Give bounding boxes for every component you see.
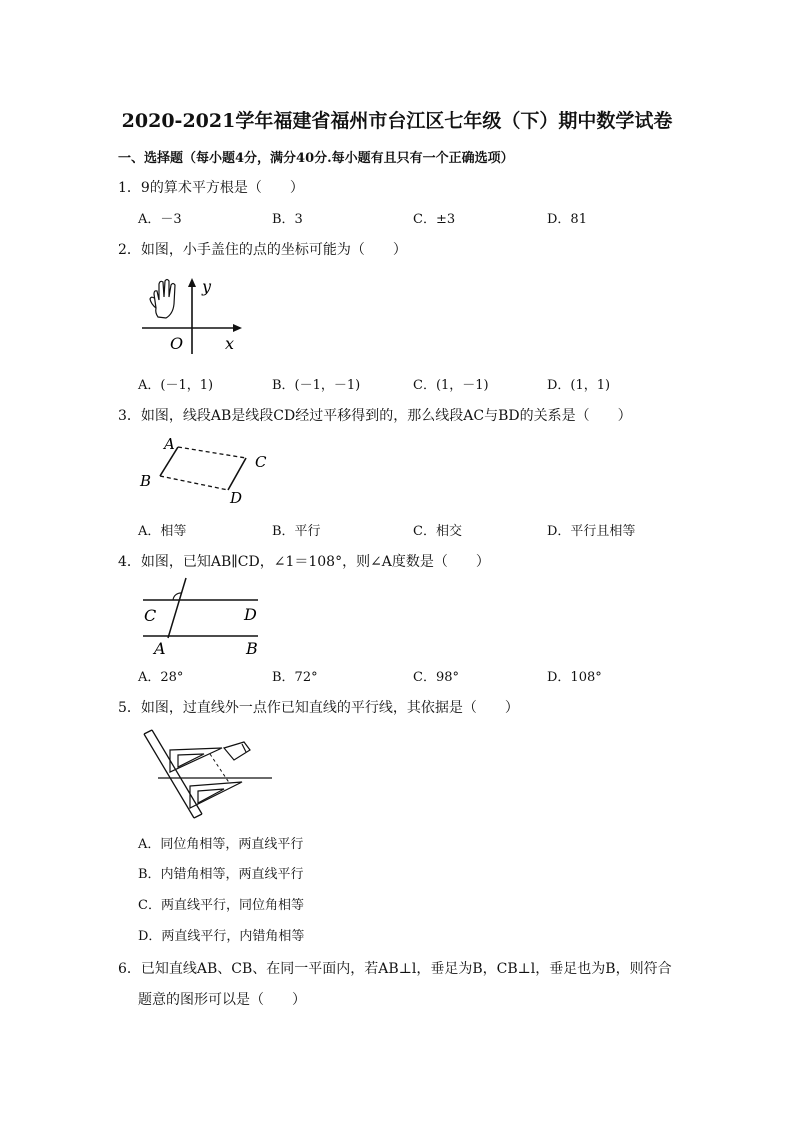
- q3-option-b: B．平行: [272, 524, 321, 539]
- set-square-bottom-icon: [190, 782, 242, 808]
- q5-option-b: B．内错角相等，两直线平行: [138, 867, 304, 882]
- q2-label-x: x: [225, 334, 235, 353]
- q4-parallel-figure: [140, 576, 270, 658]
- page-title: 2020-2021学年福建省福州市台江区七年级（下）期中数学试卷: [121, 110, 673, 132]
- hand-icon: [150, 280, 175, 319]
- question-1-stem: 1．9的算术平方根是（ ）: [118, 180, 304, 196]
- q2-coordinate-figure: [140, 270, 250, 356]
- question-3-stem: 3．如图，线段AB是线段CD经过平移得到的，那么线段AC与BD的关系是（ ）: [118, 408, 632, 424]
- q5-option-d: D．两直线平行，内错角相等: [138, 929, 305, 944]
- q2-label-y: y: [202, 277, 212, 296]
- q2-option-d: D．(1，1): [547, 378, 611, 393]
- q2-option-b: B．(－1，－1): [272, 378, 361, 393]
- segment-ac: [178, 447, 246, 458]
- q5-set-square-figure: [138, 726, 278, 826]
- section-heading: 一、选择题（每小题4分，满分40分.每小题有且只有一个正确选项）: [118, 151, 514, 166]
- ruler-icon: [144, 730, 202, 818]
- q4-option-d: D．108°: [547, 670, 602, 685]
- q4-option-b: B．72°: [272, 670, 318, 685]
- q3-label-d: D: [230, 489, 243, 504]
- segment-bd: [160, 476, 228, 490]
- q4-option-c: C．98°: [413, 670, 459, 685]
- q3-label-a: A: [164, 435, 175, 453]
- q3-option-a: A．相等: [138, 524, 187, 539]
- transversal: [168, 578, 186, 638]
- q1-option-b: B．3: [272, 212, 303, 227]
- q4-label-a: A: [154, 639, 166, 658]
- pencil-icon: [224, 742, 250, 760]
- q4-option-a: A．28°: [138, 670, 184, 685]
- q4-label-b: B: [246, 639, 258, 658]
- slide-path: [210, 754, 230, 784]
- q1-option-a: A．－3: [138, 212, 182, 227]
- q1-option-d: D．81: [547, 212, 587, 227]
- q3-label-c: C: [255, 453, 267, 471]
- question-5-stem: 5．如图，过直线外一点作已知直线的平行线，其依据是（ ）: [118, 700, 519, 716]
- q3-option-d: D．平行且相等: [547, 524, 636, 539]
- q1-option-c: C．±3: [413, 212, 456, 227]
- q4-label-d: D: [244, 605, 257, 624]
- question-6-stem-line1: 6．已知直线AB、CB、在同一平面内，若AB⊥l，垂足为B，CB⊥l，垂足也为B，则符合: [118, 961, 672, 977]
- q3-option-c: C．相交: [413, 524, 462, 539]
- q2-option-a: A．(－1，1): [138, 378, 214, 393]
- question-4-stem: 4．如图，已知AB∥CD，∠1＝108°，则∠A度数是（ ）: [118, 554, 490, 570]
- question-6-stem-line2: 题意的图形可以是（ ）: [138, 992, 306, 1008]
- q3-label-b: B: [140, 472, 152, 490]
- q5-option-a: A．同位角相等，两直线平行: [138, 837, 304, 852]
- q4-label-c: C: [144, 606, 157, 625]
- segment-cd: [228, 458, 246, 490]
- q5-option-c: C．两直线平行，同位角相等: [138, 898, 304, 913]
- q3-translation-figure: [138, 432, 278, 504]
- q2-label-o: O: [170, 334, 184, 353]
- q2-option-c: C．(1，－1): [413, 378, 489, 393]
- question-2-stem: 2．如图，小手盖住的点的坐标可能为（ ）: [118, 242, 407, 258]
